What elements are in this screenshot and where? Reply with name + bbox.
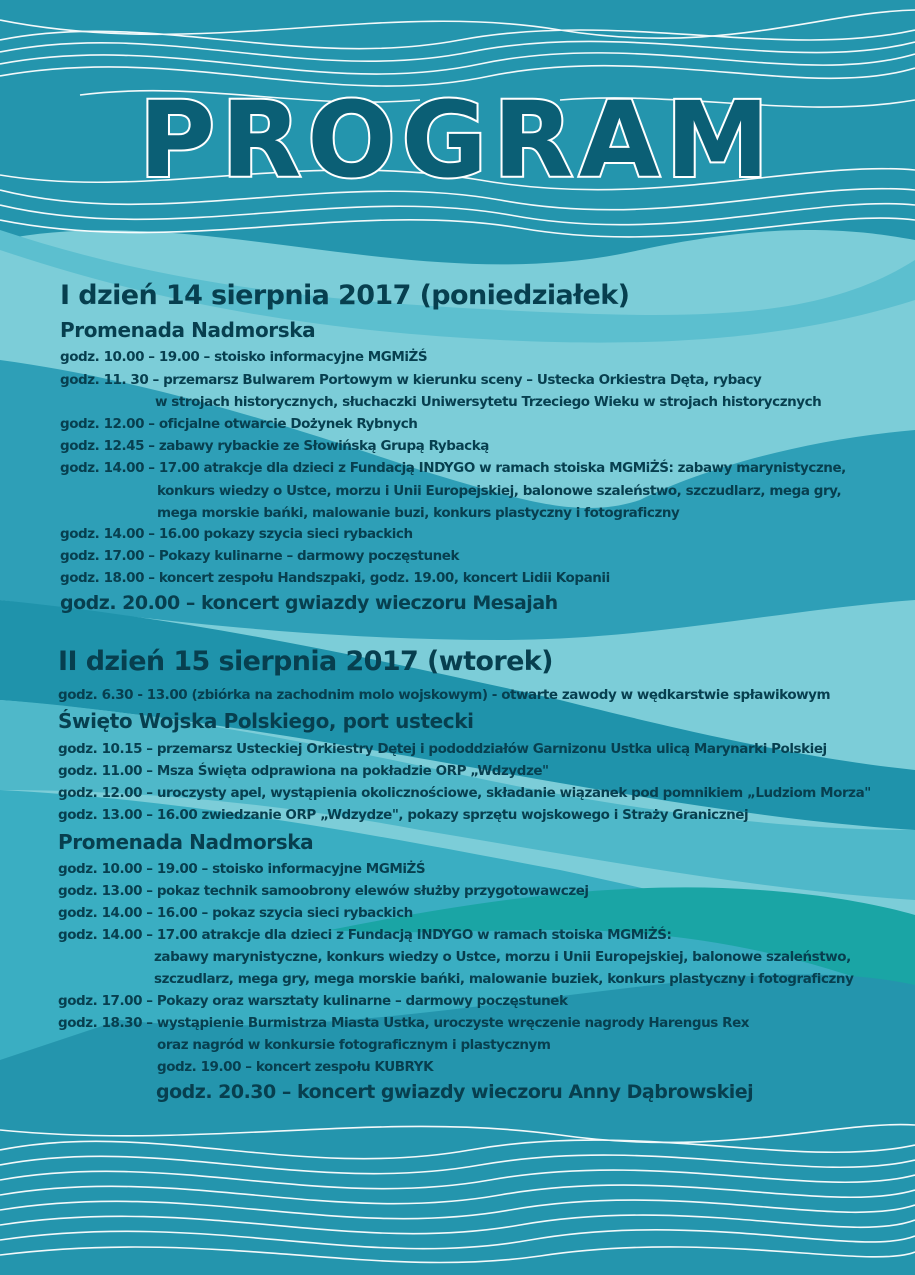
- day2-line: godz. 13.00 – 16.00 zwiedzanie ORP „Wdzydze", pokazy sprzętu wojskowego i Straży Granicznej: [58, 807, 749, 823]
- day2-line: godz. 19.00 – koncert zespołu KUBRYK: [157, 1059, 434, 1075]
- day1-line: godz. 14.00 – 17.00 atrakcje dla dzieci z Fundacją INDYGO w ramach stoiska MGMiŻŚ: zabawy marynistyczne,: [60, 460, 846, 476]
- day2-line: godz. 13.00 – pokaz technik samoobrony elewów służby przygotowawczej: [58, 883, 589, 899]
- day2-heading: II dzień 15 sierpnia 2017 (wtorek): [58, 646, 553, 677]
- day1-line: godz. 12.00 – oficjalne otwarcie Dożynek Rybnych: [60, 416, 418, 432]
- day1-heading: I dzień 14 sierpnia 2017 (poniedziałek): [60, 280, 630, 311]
- day2-line: godz. 14.00 – 16.00 – pokaz szycia sieci rybackich: [58, 905, 413, 921]
- day1-place: Promenada Nadmorska: [60, 318, 316, 342]
- day1-line: konkurs wiedzy o Ustce, morzu i Unii Europejskiej, balonowe szaleństwo, szczudlarz, mega gry,: [157, 483, 842, 499]
- day2-line: oraz nagród w konkursie fotograficznym i plastycznym: [157, 1037, 551, 1053]
- day2-place-1: Święto Wojska Polskiego, port ustecki: [58, 709, 474, 733]
- day2-line: godz. 14.00 – 17.00 atrakcje dla dzieci z Fundacją INDYGO w ramach stoiska MGMiŻŚ:: [58, 927, 672, 943]
- day2-line: godz. 10.00 – 19.00 – stoisko informacyjne MGMiŻŚ: [58, 861, 426, 877]
- day2-line: godz. 18.30 – wystąpienie Burmistrza Miasta Ustka, uroczyste wręczenie nagrody Harengus Rex: [58, 1015, 750, 1031]
- day1-line: godz. 18.00 – koncert zespołu Handszpaki, godz. 19.00, koncert Lidii Kopanii: [60, 570, 610, 586]
- day1-line: godz. 12.45 – zabawy rybackie ze Słowińską Grupą Rybacką: [60, 438, 489, 454]
- day1-line: mega morskie bańki, malowanie buzi, konkurs plastyczny i fotograficzny: [157, 505, 680, 521]
- day2-line: godz. 17.00 – Pokazy oraz warsztaty kulinarne – darmowy poczęstunek: [58, 993, 568, 1009]
- day1-line: godz. 14.00 – 16.00 pokazy szycia sieci rybackich: [60, 526, 413, 542]
- day1-finale: godz. 20.00 – koncert gwiazdy wieczoru Mesajah: [60, 592, 558, 614]
- day1-line: godz. 17.00 – Pokazy kulinarne – darmowy poczęstunek: [60, 548, 460, 564]
- day2-line: zabawy marynistyczne, konkurs wiedzy o Ustce, morzu i Unii Europejskiej, balonowe szaleństwo,: [154, 949, 851, 965]
- day2-finale: godz. 20.30 – koncert gwiazdy wieczoru Anny Dąbrowskiej: [156, 1081, 754, 1103]
- day2-line: szczudlarz, mega gry, mega morskie bańki, malowanie buziek, konkurs plastyczny i fotograficzny: [154, 971, 854, 987]
- day2-line: godz. 10.15 – przemarsz Usteckiej Orkiestry Dętej i pododdziałów Garnizonu Ustka ulicą Marynarki Polskiej: [58, 741, 827, 757]
- day2-line: godz. 12.00 – uroczysty apel, wystąpienia okolicznościowe, składanie wiązanek pod pomnikiem „Ludziom Morza": [58, 785, 871, 801]
- day2-line: godz. 11.00 – Msza Święta odprawiona na pokładzie ORP „Wdzydze": [58, 763, 549, 779]
- day2-intro: godz. 6.30 - 13.00 (zbiórka na zachodnim molo wojskowym) - otwarte zawody w wędkarstwie spławikowym: [58, 687, 831, 703]
- program-title-text: PROGRAM: [138, 79, 776, 198]
- day1-line: godz. 10.00 – 19.00 – stoisko informacyjne MGMiŻŚ: [60, 349, 428, 365]
- day1-line: godz. 11. 30 – przemarsz Bulwarem Portowym w kierunku sceny – Ustecka Orkiestra Dęta, rybacy: [60, 372, 762, 388]
- day2-place-2: Promenada Nadmorska: [58, 830, 314, 854]
- day1-line: w strojach historycznych, słuchaczki Uniwersytetu Trzeciego Wieku w strojach historycznych: [155, 394, 822, 410]
